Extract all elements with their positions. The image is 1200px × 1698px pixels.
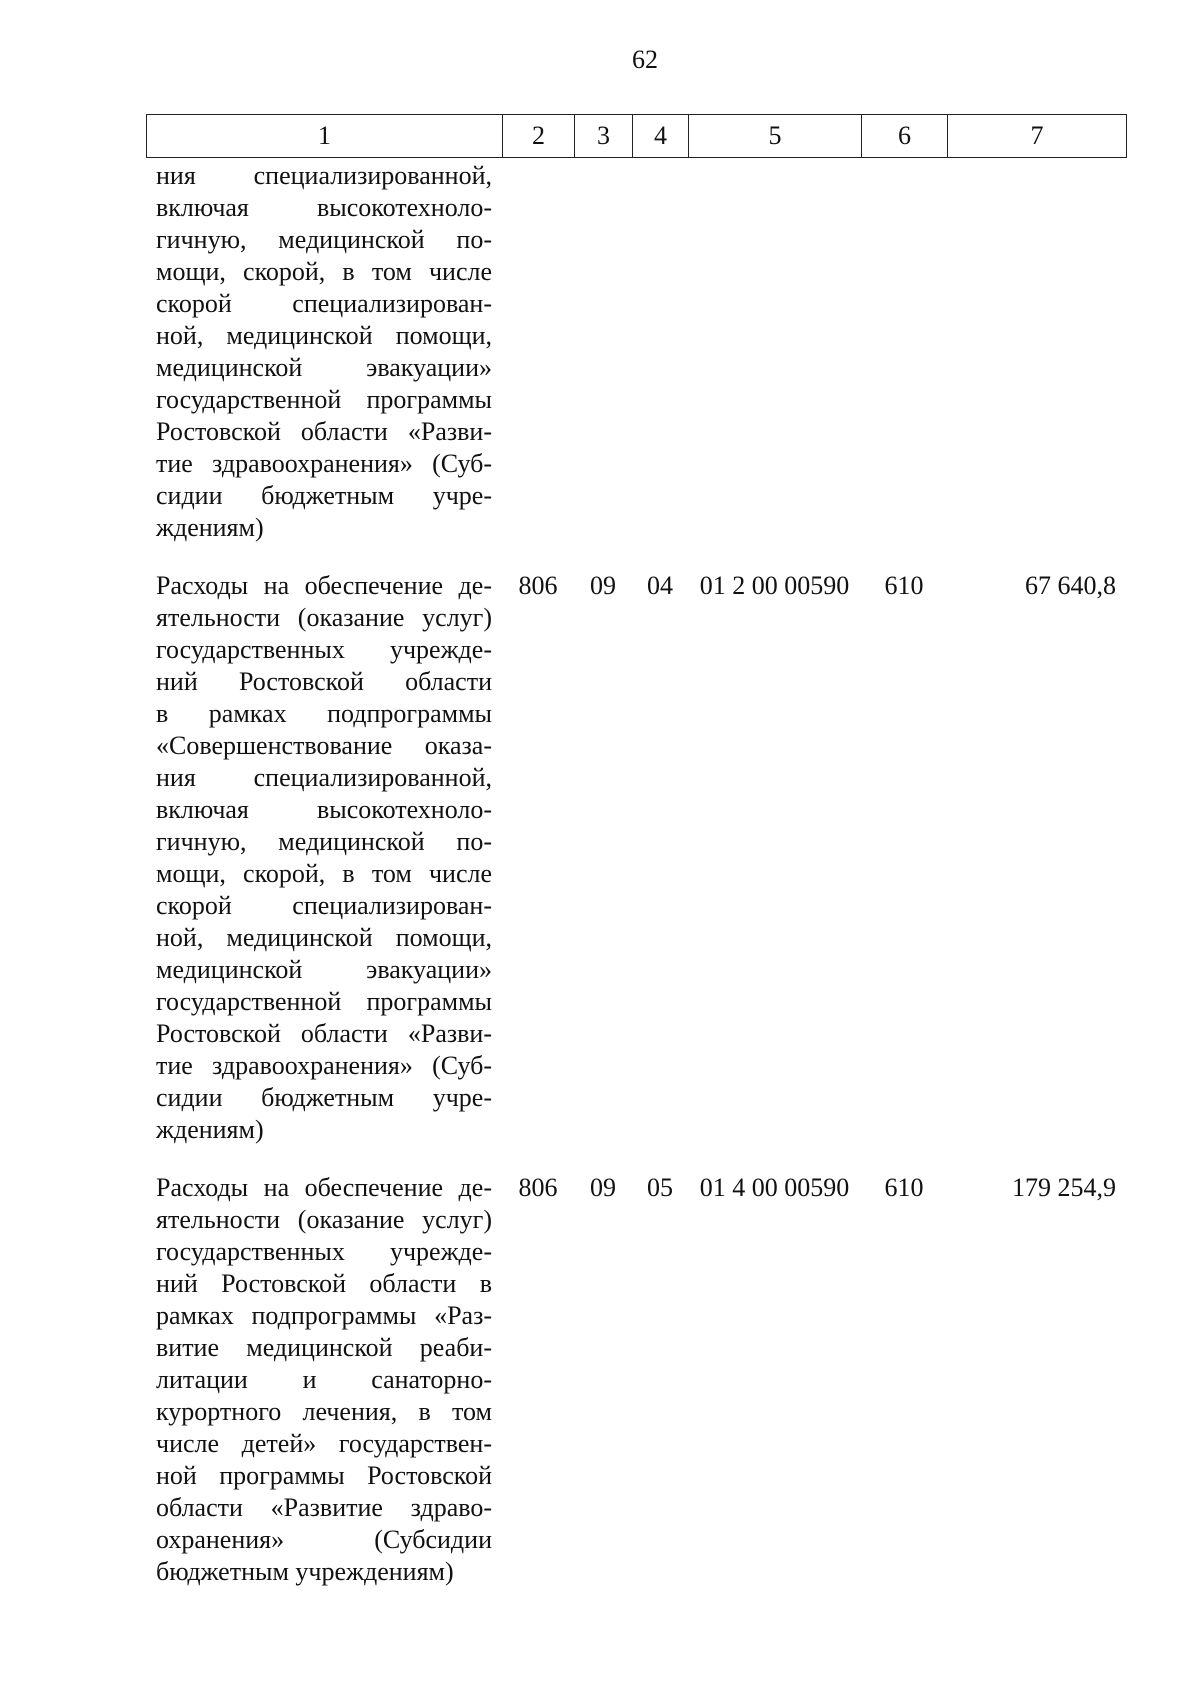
cell-amount: 179 254,9 bbox=[1012, 1173, 1116, 1202]
description-line: числе детей» государствен- bbox=[156, 1429, 492, 1458]
cell-target-article: 01 2 00 00590 bbox=[699, 571, 850, 600]
cell-expense-type: 610 bbox=[884, 571, 924, 600]
description-line: бюджетным учреждениям) bbox=[156, 1557, 454, 1586]
table-row bbox=[146, 570, 1126, 1146]
cell-amount: 67 640,8 bbox=[1025, 571, 1116, 600]
cell-ministry-code: 806 bbox=[518, 1173, 558, 1202]
description-line: мощи, скорой, в том числе bbox=[156, 257, 492, 286]
description-line: государственной программы bbox=[156, 385, 492, 414]
column-header-row bbox=[147, 115, 1127, 158]
column-header-1: 1 bbox=[147, 115, 503, 158]
cell-subsection: 05 bbox=[647, 1173, 673, 1202]
description-line: включая высокотехноло- bbox=[156, 795, 492, 824]
description-line: в рамках подпрограммы bbox=[156, 699, 492, 728]
description-line: литации и санаторно- bbox=[156, 1365, 492, 1394]
cell-ministry-code: 806 bbox=[518, 571, 558, 600]
description-line: Ростовской области «Разви- bbox=[156, 417, 492, 446]
description-line: Расходы на обеспечение де- bbox=[156, 571, 492, 600]
description-line: ждениям) bbox=[156, 513, 264, 542]
description-line: ния специализированной, bbox=[156, 161, 492, 190]
description-line: медицинской эвакуации» bbox=[156, 955, 492, 984]
description-line: государственной программы bbox=[156, 987, 492, 1016]
description-line: ной, медицинской помощи, bbox=[156, 923, 492, 952]
description-line: медицинской эвакуации» bbox=[156, 353, 492, 382]
description-line: включая высокотехноло- bbox=[156, 193, 492, 222]
row-description bbox=[146, 1172, 492, 1588]
description-line: области «Развитие здраво- bbox=[156, 1493, 492, 1522]
description-line: ятельности (оказание услуг) bbox=[156, 603, 492, 632]
description-line: курортного лечения, в том bbox=[156, 1397, 492, 1426]
description-line: государственных учрежде- bbox=[156, 635, 492, 664]
description-line: гичную, медицинской по- bbox=[156, 225, 492, 254]
description-line: ной программы Ростовской bbox=[156, 1461, 492, 1490]
cell-section: 09 bbox=[590, 1173, 616, 1202]
description-line: сидии бюджетным учре- bbox=[156, 481, 492, 510]
description-line: рамках подпрограммы «Раз- bbox=[156, 1301, 492, 1330]
description-line: ятельности (оказание услуг) bbox=[156, 1205, 492, 1234]
description-line: Ростовской области «Разви- bbox=[156, 1019, 492, 1048]
column-header-3: 3 bbox=[575, 115, 633, 158]
cell-target-article: 01 4 00 00590 bbox=[699, 1173, 850, 1202]
cell-expense-type: 610 bbox=[884, 1173, 924, 1202]
description-line: ной, медицинской помощи, bbox=[156, 321, 492, 350]
description-line: ния специализированной, bbox=[156, 763, 492, 792]
description-line: скорой специализирован- bbox=[156, 289, 492, 318]
row-description bbox=[146, 160, 492, 544]
column-header-4: 4 bbox=[633, 115, 689, 158]
column-header-7: 7 bbox=[948, 115, 1127, 158]
description-line: гичную, медицинской по- bbox=[156, 827, 492, 856]
description-line: витие медицинской реаби- bbox=[156, 1333, 492, 1362]
description-line: сидии бюджетным учре- bbox=[156, 1083, 492, 1112]
description-line: скорой специализирован- bbox=[156, 891, 492, 920]
table-row bbox=[146, 160, 1126, 544]
description-line: тие здравоохранения» (Суб- bbox=[156, 1051, 492, 1080]
row-description bbox=[146, 570, 492, 1146]
column-header-table bbox=[146, 114, 1127, 158]
table-body bbox=[146, 160, 1126, 1588]
column-header-6: 6 bbox=[862, 115, 948, 158]
description-line: Расходы на обеспечение де- bbox=[156, 1173, 492, 1202]
description-line: государственных учрежде- bbox=[156, 1237, 492, 1266]
description-line: охранения» (Субсидии bbox=[156, 1525, 492, 1554]
description-line: «Совершенствование оказа- bbox=[156, 731, 492, 760]
table-row bbox=[146, 1172, 1126, 1588]
description-line: тие здравоохранения» (Суб- bbox=[156, 449, 492, 478]
description-line: ний Ростовской области в bbox=[156, 1269, 492, 1298]
column-header-2: 2 bbox=[503, 115, 575, 158]
cell-subsection: 04 bbox=[647, 571, 673, 600]
cell-section: 09 bbox=[590, 571, 616, 600]
description-line: ждениям) bbox=[156, 1115, 264, 1144]
column-header-5: 5 bbox=[689, 115, 862, 158]
description-line: мощи, скорой, в том числе bbox=[156, 859, 492, 888]
page-number: 62 bbox=[632, 45, 658, 74]
description-line: ний Ростовской области bbox=[156, 667, 492, 696]
